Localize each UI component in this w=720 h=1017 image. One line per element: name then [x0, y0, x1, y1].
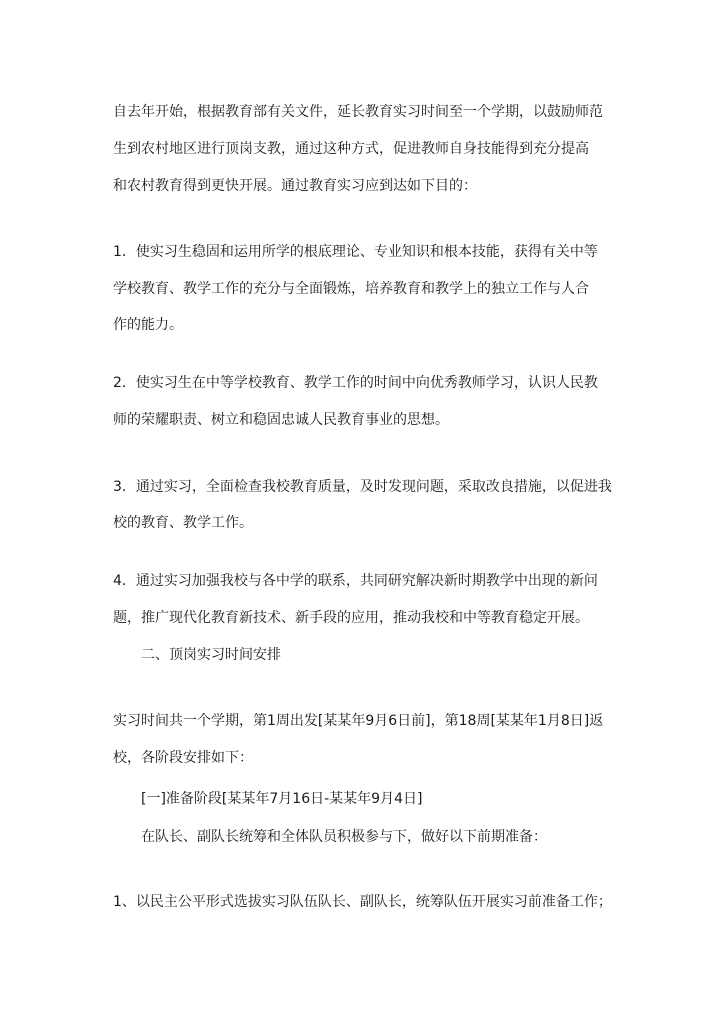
- item-1-line-1: 1．使实习生稳固和运用所学的根底理论、专业知识和根本技能，获得有关中等: [113, 244, 598, 260]
- item-1-line-2: 学校教育、教学工作的充分与全面锻炼，培养教育和教学上的独立工作与人合: [113, 281, 589, 297]
- schedule-line-1: 实习时间共一个学期，第1周出发[某某年9月6日前]，第18周[某某年1月8日]返: [113, 713, 604, 729]
- item-2-line-2: 师的荣耀职责、树立和稳固忠诚人民教育事业的思想。: [113, 412, 449, 428]
- stage-item-1: 1、以民主公平形式选拔实习队伍队长、副队长，统筹队伍开展实习前准备工作；: [113, 894, 612, 910]
- item-3-line-2: 校的教育、教学工作。: [113, 515, 253, 531]
- stage-intro: 在队长、副队长统筹和全体队员积极参与下，做好以下前期准备：: [141, 829, 547, 845]
- paragraph-intro-line-3: 和农村教育得到更快开展。通过教育实习应到达如下目的：: [113, 178, 477, 194]
- section-heading: 二、顶岗实习时间安排: [141, 647, 281, 663]
- stage-heading: [一]准备阶段[某某年7月16日-某某年9月4日]: [141, 791, 423, 807]
- item-3-line-1: 3．通过实习，全面检查我校教育质量，及时发现问题，采取改良措施，以促进我: [113, 479, 612, 495]
- paragraph-intro-line-1: 自去年开始，根据教育部有关文件，延长教育实习时间至一个学期，以鼓励师范: [113, 104, 603, 120]
- item-4-line-2: 题，推广现代化教育新技术、新手段的应用，推动我校和中等教育稳定开展。: [113, 610, 589, 626]
- paragraph-intro-line-2: 生到农村地区进行顶岗支教，通过这种方式，促进教师自身技能得到充分提高: [113, 141, 589, 157]
- item-2-line-1: 2．使实习生在中等学校教育、教学工作的时间中向优秀教师学习，认识人民教: [113, 375, 598, 391]
- item-4-line-1: 4．通过实习加强我校与各中学的联系，共同研究解决新时期教学中出现的新问: [113, 573, 598, 589]
- schedule-line-2: 校，各阶段安排如下：: [113, 750, 253, 766]
- item-1-line-3: 作的能力。: [113, 317, 183, 333]
